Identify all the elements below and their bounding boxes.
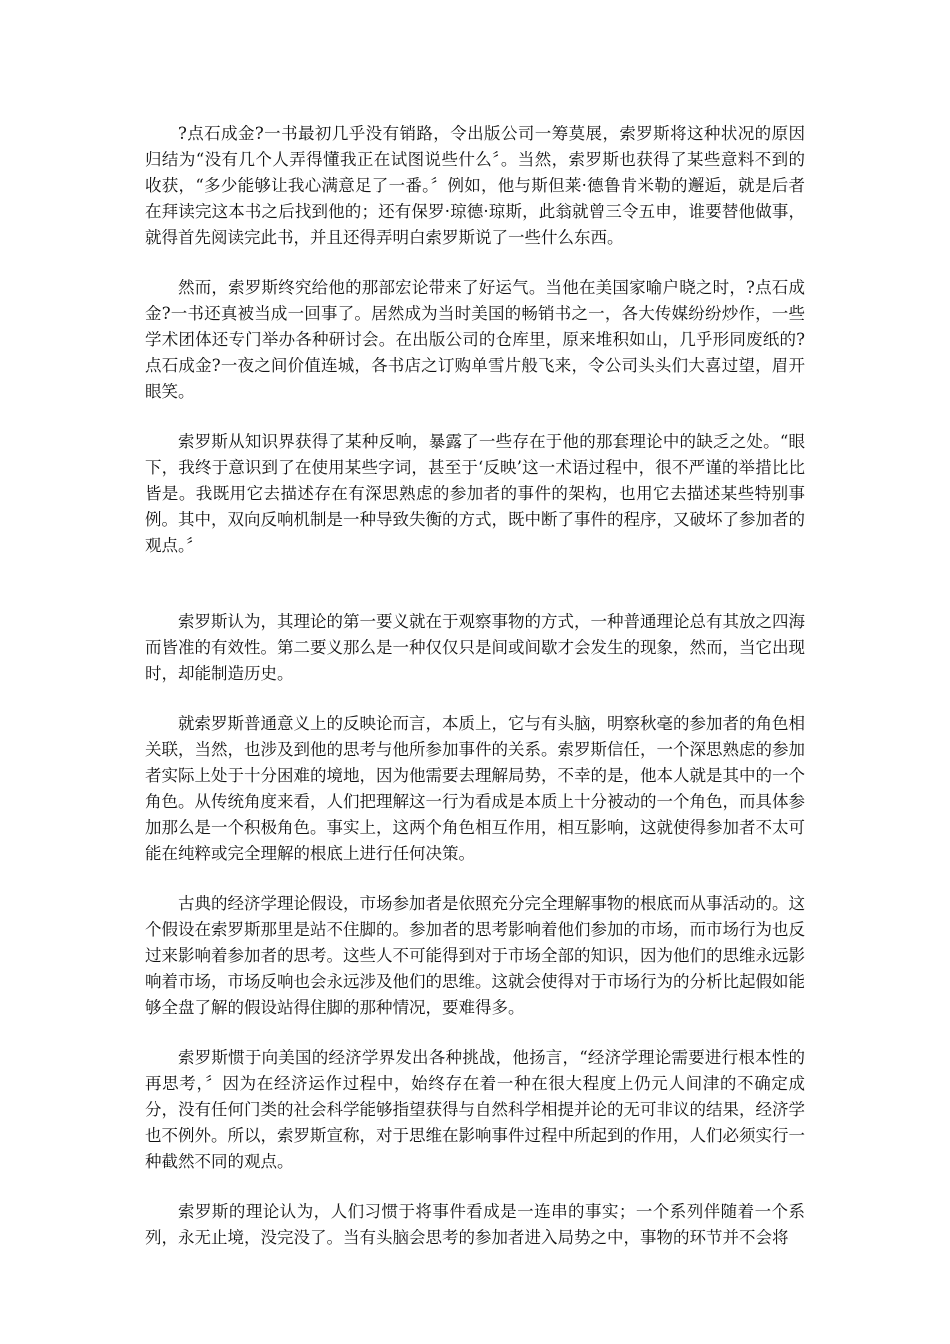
paragraph-4: 索罗斯认为，其理论的第一要义就在于观察事物的方式，一种普通理论总有其放之四海而皆准的有效性。第二要义那么是一种仅仅只是间或间歇才会发生的现象，然而，当它出现时，却能制造历史。	[145, 612, 805, 683]
paragraph-7: 索罗斯惯于向美国的经济学界发出各种挑战，他扬言，“经济学理论需要进行根本性的再思考，〞因为在经济运作过程中，始终存在着一种在很大程度上仍元人间津的不确定成分，没有任何门类的社会科学能够指望获得与自然科学相提并论的无可非议的结果，经济学也不例外。所以，索罗斯宣称，对于思维在影响事件过程中所起到的作用，人们必须实行一种截然不同的观点。	[145, 1048, 805, 1171]
paragraph-1: ?点石成金?一书最初几乎没有销路，令出版公司一筹莫展，索罗斯将这种状况的原因归结为“没有几个人弄得懂我正在试图说些什么〞。当然，索罗斯也获得了某些意料不到的收获，“多少能够让我心满意足了一番。〞例如，他与斯但莱·德鲁肯米勒的邂逅，就是后者在拜读完这本书之后找到他的；还有保罗·琼德·琼斯，此翁就曾三令五申，谁要替他做事，就得首先阅读完此书，并且还得弄明白索罗斯说了一些什么东西。	[145, 124, 805, 247]
paragraph-3: 索罗斯从知识界获得了某种反响，暴露了一些存在于他的那套理论中的缺乏之处。“眼下，我终于意识到了在使用某些字词，甚至于‘反映’这一术语过程中，很不严谨的举措比比皆是。我既用它去描述存在有深思熟虑的参加者的事件的架构，也用它去描述某些特别事例。其中，双向反响机制是一种导致失衡的方式，既中断了事件的程序，又破坏了参加者的观点。〞	[145, 432, 805, 555]
paragraph-5: 就索罗斯普通意义上的反映论而言，本质上，它与有头脑，明察秋毫的参加者的角色相关联，当然，也涉及到他的思考与他所参加事件的关系。索罗斯信任，一个深思熟虑的参加者实际上处于十分困难的境地，因为他需要去理解局势，不幸的是，他本人就是其中的一个角色。从传统角度来看，人们把理解这一行为看成是本质上十分被动的一个角色，而具体参加那么是一个积极角色。事实上，这两个角色相互作用，相互影响，这就使得参加者不太可能在纯粹或完全理解的根底上进行任何决策。	[145, 714, 805, 863]
paragraph-8: 索罗斯的理论认为，人们习惯于将事件看成是一连串的事实；一个系列伴随着一个系列，永无止境，没完没了。当有头脑会思考的参加者进入局势之中，事物的环节并不会将	[145, 1202, 805, 1247]
document-page	[145, 121, 805, 1275]
paragraph-6: 古典的经济学理论假设，市场参加者是依照充分完全理解事物的根底而从事活动的。这个假设在索罗斯那里是站不住脚的。参加者的思考影响着他们参加的市场，而市场行为也反过来影响着参加者的思考。这些人不可能得到对于市场全部的知识，因为他们的思维永远影响着市场，市场反响也会永远涉及他们的思维。这就会使得对于市场行为的分析比起假如能够全盘了解的假设站得住脚的那种情况，要难得多。	[145, 894, 805, 1017]
paragraph-2: 然而，索罗斯终究给他的那部宏论带来了好运气。当他在美国家喻户晓之时，?点石成金?一书还真被当成一回事了。居然成为当时美国的畅销书之一，各大传媒纷纷炒作，一些学术团体还专门举办各种研讨会。在出版公司的仓库里，原来堆积如山，几乎形同废纸的?点石成金?一夜之间价值连城，各书店之订购单雪片般飞来，令公司头头们大喜过望，眉开眼笑。	[145, 278, 805, 401]
